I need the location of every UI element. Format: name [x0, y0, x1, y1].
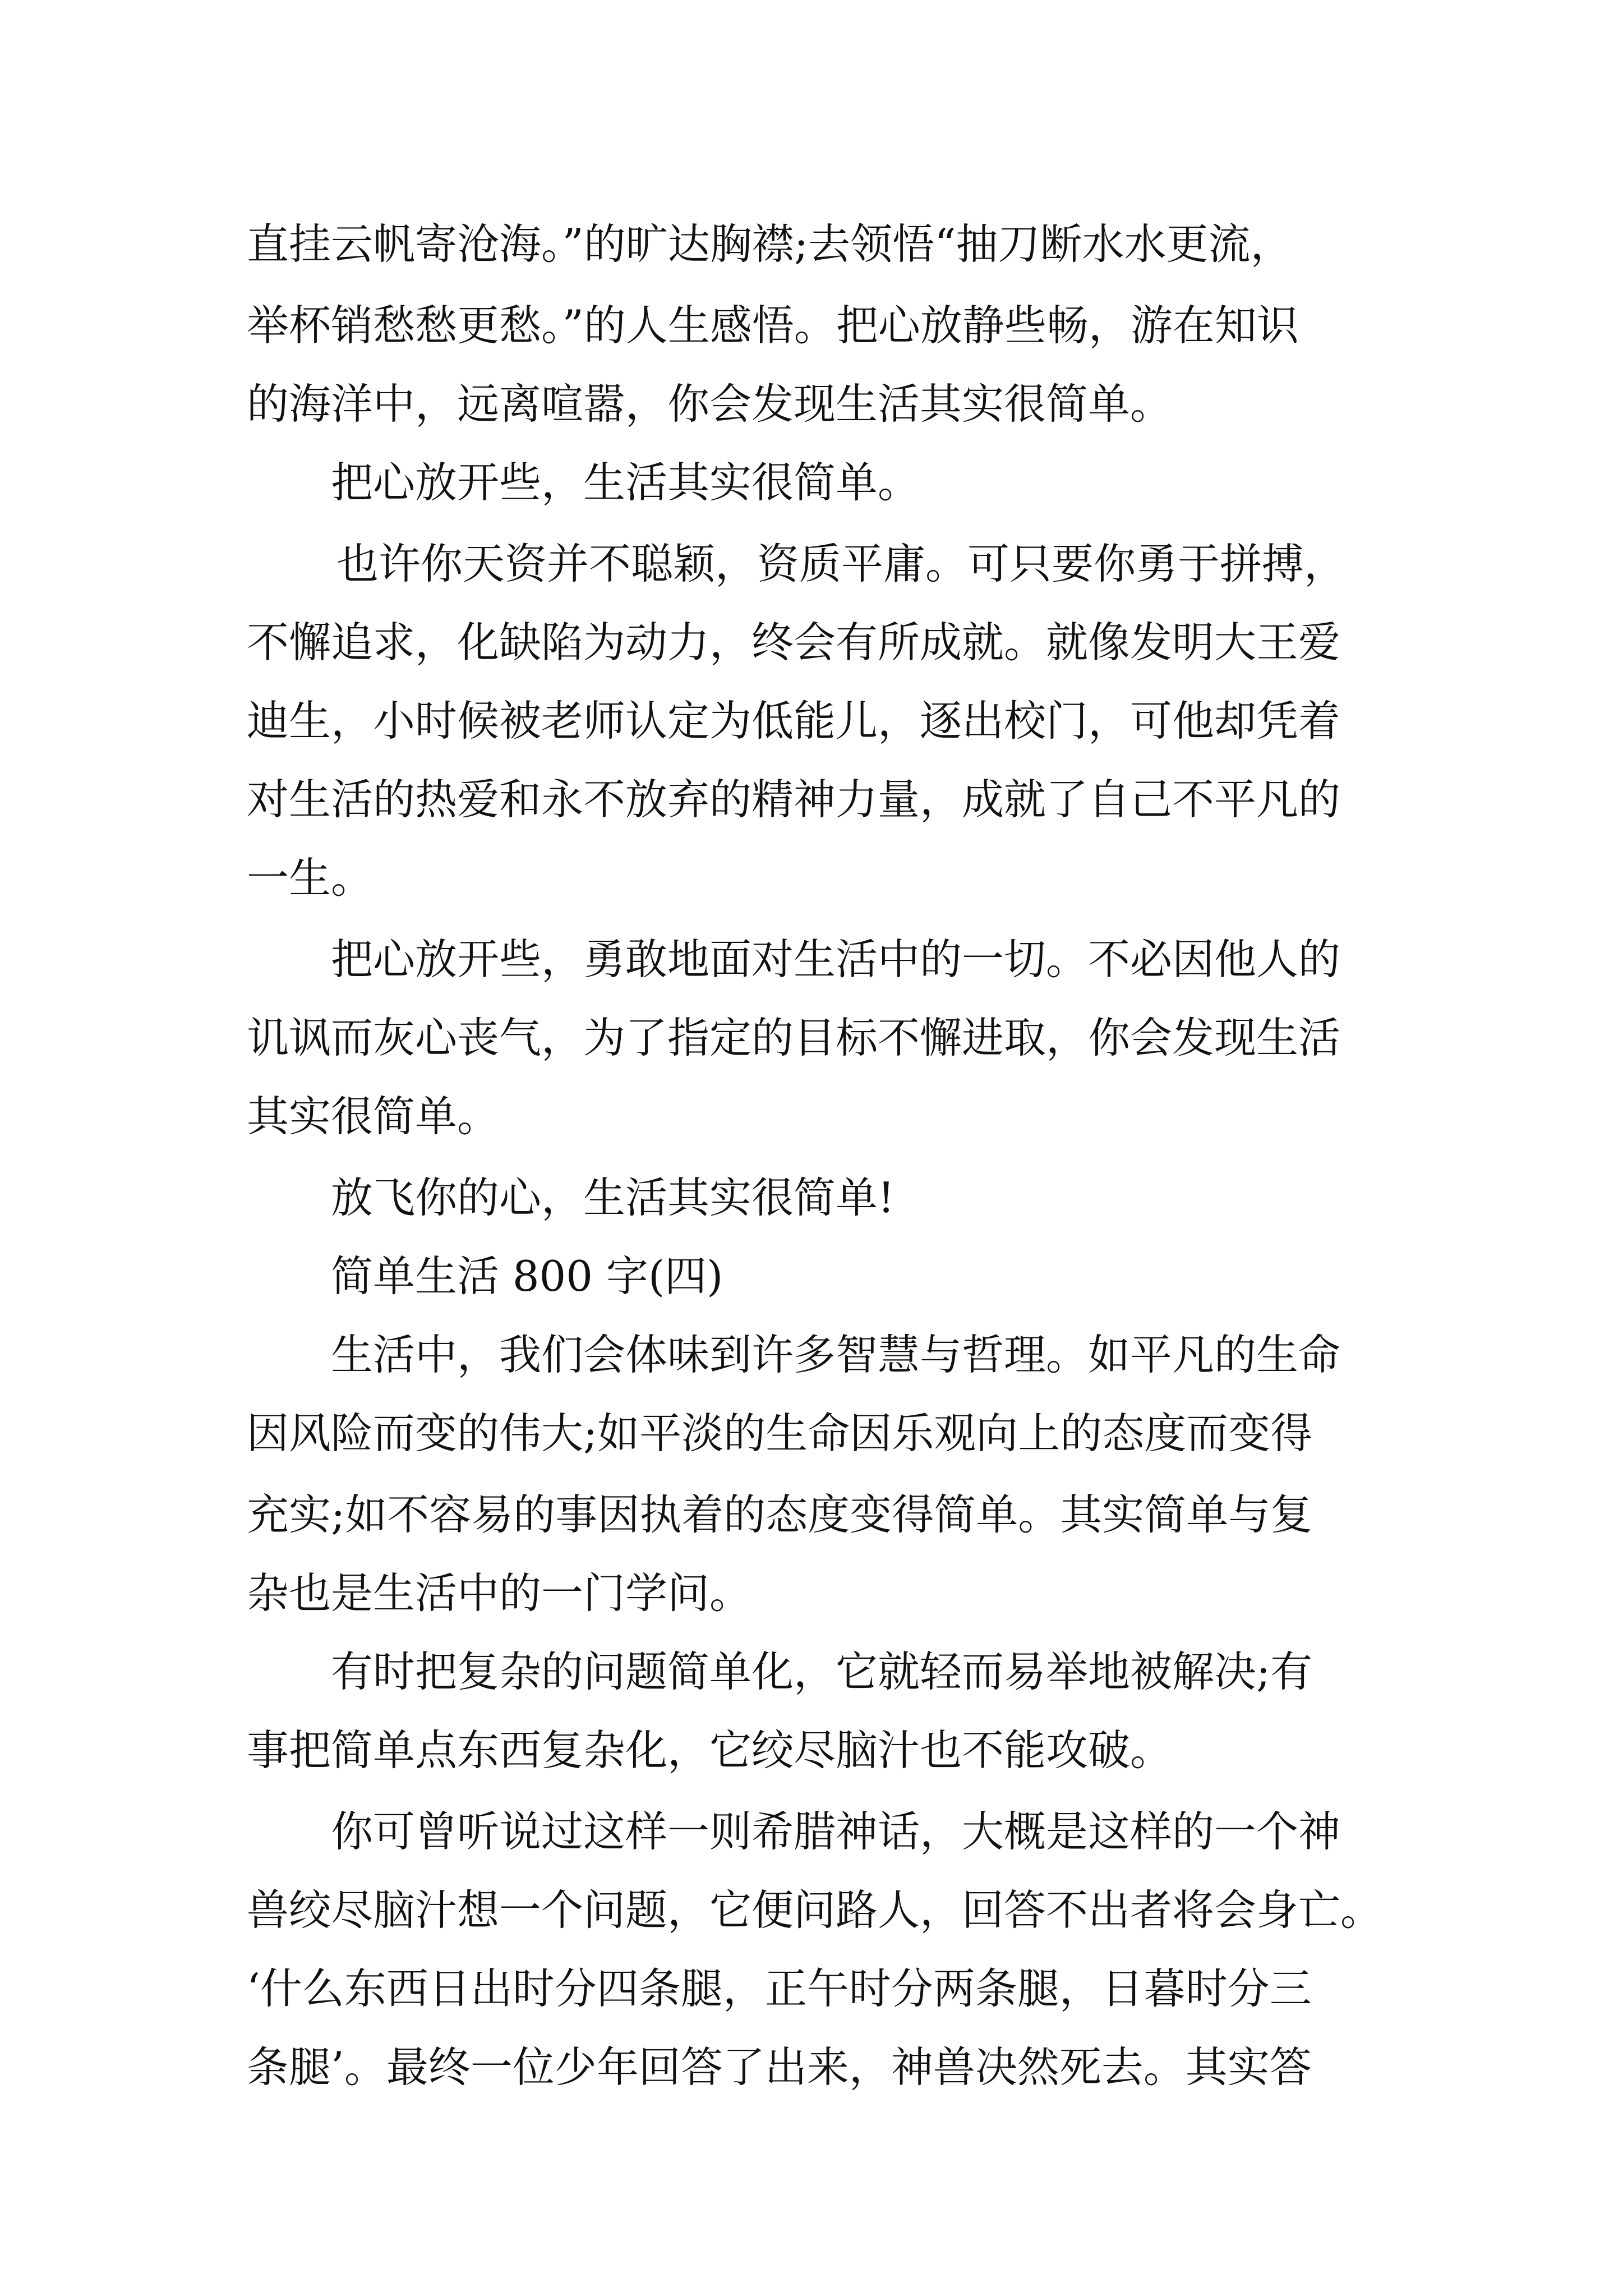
text-line: 你可曾听说过这样一则希腊神话，大概是这样的一个神 [331, 1807, 1341, 1856]
text-line: 一生。 [247, 853, 374, 903]
text-line: 杂也是生活中的一门学问。 [247, 1568, 752, 1618]
text-line: ‘什么东西日出时分四条腿，正午时分两条腿，日暮时分三 [247, 1964, 1312, 2013]
text-line: 对生活的热爱和永不放弃的精神力量，成就了自己不平凡的 [247, 775, 1341, 824]
text-line: 因风险而变的伟大;如平淡的生命因乐观向上的态度而变得 [247, 1409, 1313, 1458]
text-line: 事把简单点东西复杂化，它绞尽脑汁也不能攻破。 [247, 1726, 1173, 1775]
text-line: 把心放开些，勇敢地面对生活中的一切。不必因他人的 [331, 935, 1341, 984]
text-line: 也许你天资并不聪颖，资质平庸。可只要你勇于拼搏， [336, 539, 1347, 588]
text-line: 生活中，我们会体味到许多智慧与哲理。如平凡的生命 [331, 1330, 1341, 1379]
text-line: 其实很简单。 [247, 1092, 500, 1141]
text-line: 迪生，小时候被老师认定为低能儿，逐出校门，可他却凭着 [247, 696, 1341, 746]
text-line: 不懈追求，化缺陷为动力，终会有所成就。就像发明大王爱 [247, 618, 1341, 667]
text-line: 有时把复杂的问题简单化，它就轻而易举地被解决;有 [331, 1647, 1313, 1696]
text-line: 的海洋中，远离喧嚣，你会发现生活其实很简单。 [247, 379, 1173, 429]
section-heading: 简单生活 800 字(四) [331, 1251, 723, 1301]
text-line: 兽绞尽脑汁想一个问题，它便问路人，回答不出者将会身亡。 [247, 1885, 1383, 1935]
text-line: 讥讽而灰心丧气，为了指定的目标不懈进取，你会发现生活 [247, 1013, 1341, 1062]
text-line: 举杯销愁愁更愁。”的人生感悟。把心放静些畅，游在知识 [247, 301, 1299, 350]
text-line: 放飞你的心，生活其实很简单! [331, 1173, 895, 1222]
text-line: 直挂云帆寄沧海。”的旷达胸襟;去领悟“抽刀断水水更流， [247, 219, 1293, 269]
text-line: 充实;如不容易的事因执着的态度变得简单。其实简单与复 [247, 1490, 1313, 1539]
text-line: 把心放开些，生活其实很简单。 [331, 458, 920, 507]
text-line: 条腿’。最终一位少年回答了出来，神兽决然死去。其实答 [247, 2042, 1312, 2092]
